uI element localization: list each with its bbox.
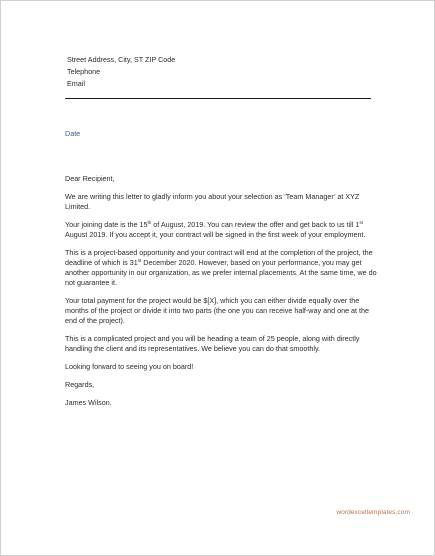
paragraph-joining-date-part-2: of August, 2019. You can review the offer and get back to us till 1 [151, 220, 360, 229]
paragraph-project-deadline-part-2: December 2020. However, based on your performance, you may get another opportunity in our organization, as we prefer internal placements. At the same time, we do not guarantee it. [65, 258, 377, 287]
paragraph-joining-date-part-1: Your joining date is the 15 [65, 220, 148, 229]
date-field: Date [65, 129, 81, 138]
paragraph-closing-remark: Looking forward to seeing you on board! [65, 362, 194, 371]
sender-telephone: Telephone [67, 67, 101, 76]
salutation: Dear Recipient, [65, 174, 115, 183]
paragraph-payment: Your total payment for the project would be $[X], which you can either divide equally over the months of the project or divide it into two parts (the one you can receive half-way and one at the end of the project). [65, 296, 370, 325]
sender-address: Street Address, City, ST ZIP Code [67, 55, 176, 64]
watermark-link[interactable]: wordexceltemplates.com [336, 509, 410, 516]
paragraph-joining-date [65, 220, 383, 240]
sender-contact-block [67, 54, 175, 90]
paragraph-joining-date-part-3: August 2019. If you accept it, your contract will be signed in the first week of your employment. [65, 230, 366, 239]
paragraph-project-deadline [65, 248, 383, 288]
ordinal-suffix: st [359, 220, 363, 225]
ordinal-suffix: th [147, 220, 152, 225]
letter-body [65, 174, 383, 416]
paragraph-project-deadline-part-1: This is a project-based opportunity and your contract will end at the completion of the project, the deadline of which is 31 [65, 248, 373, 267]
paragraph-selection: We are writing this letter to gladly inform you about your selection as ‘Team Manager’ at XYZ Limited. [65, 192, 360, 211]
header-divider [65, 98, 371, 99]
sender-email: Email [67, 79, 85, 88]
paragraph-team: This is a complicated project and you will be heading a team of 25 people, along with directly handling the client and its representatives. We believe you can do that smoothly. [65, 334, 360, 353]
signature-name: James Wilson. [65, 398, 112, 407]
ordinal-suffix: st [137, 258, 142, 263]
closing: Regards, [65, 380, 95, 389]
